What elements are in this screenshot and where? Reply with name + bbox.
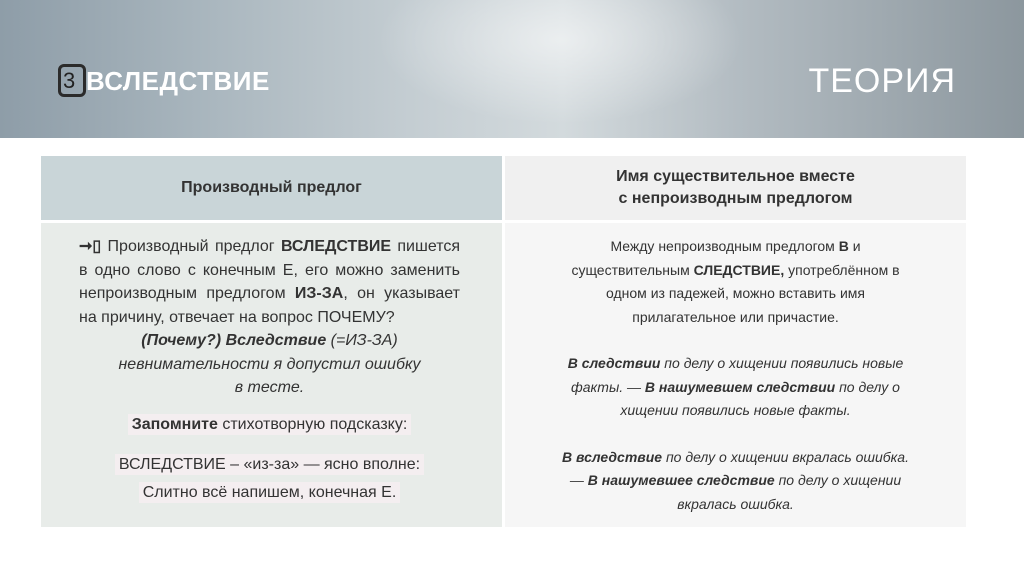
remember-line bbox=[79, 416, 460, 434]
right-header-line-2: с непроизводным предлогом bbox=[618, 190, 853, 207]
example1-part-e: по делу о bbox=[835, 378, 900, 395]
right-header-line-1: Имя существительное вместе bbox=[616, 168, 855, 185]
left-column-header bbox=[41, 156, 502, 220]
rule-text-3: , он указывает на причину, отвечает на вопрос ПОЧЕМУ? bbox=[79, 285, 460, 326]
section-number-box: 3 bbox=[58, 64, 86, 97]
example2-part-e: по делу о хищении bbox=[774, 472, 902, 488]
verse-line-2: Слитно всё напишем, конечная Е. bbox=[139, 482, 401, 503]
remember-keyword: Запомните bbox=[131, 415, 218, 433]
noun-example-1 bbox=[525, 352, 946, 423]
rule-paragraph bbox=[79, 235, 460, 329]
rule-synonym: ИЗ-ЗА bbox=[294, 285, 344, 302]
example2-part-d: В нашумевшее следствие bbox=[587, 472, 775, 488]
noun-rule-2c: употреблённом в bbox=[784, 261, 900, 278]
mnemonic-verse bbox=[79, 451, 460, 507]
noun-rule-3: одном из падежей, можно вставить имя bbox=[606, 285, 865, 301]
right-header-text bbox=[616, 166, 855, 210]
noun-rule-2b: СЛЕДСТВИЕ, bbox=[693, 261, 785, 278]
example-text-1: (=ИЗ-ЗА) bbox=[326, 332, 398, 349]
noun-rule-4: прилагательное или причастие. bbox=[632, 308, 839, 325]
example1-part-a: В следствии bbox=[567, 355, 661, 371]
rule-keyword: ВСЛЕДСТВИЕ bbox=[280, 238, 392, 255]
noun-rule-1a: Между непроизводным предлогом bbox=[610, 238, 839, 254]
example-question: (Почему?) Вследствие bbox=[141, 332, 327, 349]
example1-part-d: В нашумевшем следствии bbox=[644, 378, 836, 395]
remember-text: стихотворную подсказку: bbox=[217, 415, 408, 433]
noun-rule-1c: и bbox=[848, 238, 861, 254]
rule-text-1: Производный предлог bbox=[101, 238, 281, 255]
example2-part-f: вкралась ошибка. bbox=[677, 495, 794, 512]
example-text-2: невнимательности я допустил ошибку bbox=[118, 355, 421, 373]
right-column-body bbox=[505, 223, 966, 527]
right-column-header bbox=[505, 156, 966, 220]
noun-example-2 bbox=[525, 446, 946, 517]
example2-part-a: В вследствие bbox=[562, 448, 663, 465]
example1-part-b: по делу о хищении появились новые bbox=[660, 355, 904, 371]
noun-rule-1b: В bbox=[838, 238, 849, 254]
rule-text-2: пишется в одно слово с конечным Е, его можно заменить непроизводным предлогом bbox=[79, 238, 461, 302]
example-paragraph bbox=[79, 329, 460, 400]
example-text-3: в тесте. bbox=[234, 379, 305, 396]
left-header-text: Производный предлог bbox=[181, 179, 362, 196]
noun-rule-2a: существительным bbox=[571, 261, 694, 278]
slide-header bbox=[0, 0, 1024, 138]
left-column-body bbox=[41, 223, 502, 527]
arrow-icon: ➞▯ bbox=[79, 238, 102, 255]
example2-part-c: — bbox=[569, 472, 588, 488]
slide-title: ВСЛЕДСТВИЕ bbox=[86, 66, 270, 96]
example1-part-c: факты. — bbox=[571, 378, 645, 395]
verse-line-1: ВСЛЕДСТВИЕ – «из-за» — ясно вполне: bbox=[115, 454, 424, 475]
section-label: ТЕОРИЯ bbox=[808, 62, 956, 100]
example2-part-b: по делу о хищении вкралась ошибка. bbox=[662, 448, 909, 465]
noun-rule-paragraph bbox=[525, 235, 946, 329]
example1-part-f: хищении появились новые факты. bbox=[620, 402, 851, 418]
